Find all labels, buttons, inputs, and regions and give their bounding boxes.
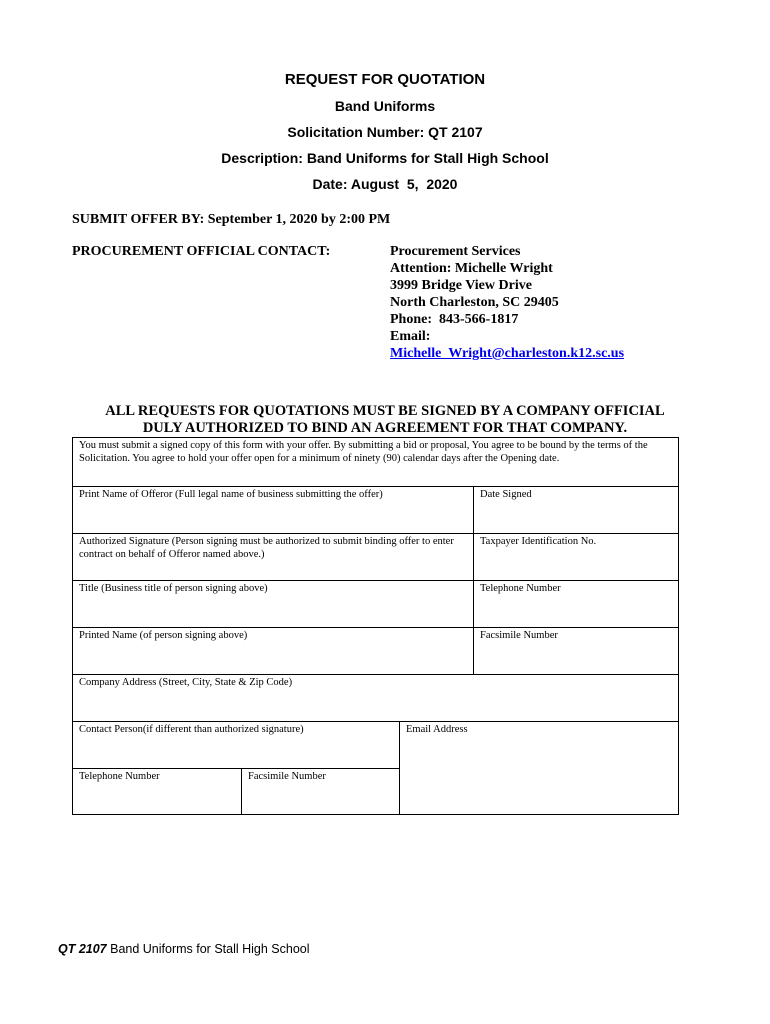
facsimile-number-2-field[interactable]: Facsimile Number (241, 768, 399, 814)
printed-name-field[interactable]: Printed Name (of person signing above) (73, 627, 473, 674)
footer-code: QT 2107 (58, 942, 107, 956)
title-field[interactable]: Title (Business title of person signing above) (73, 580, 473, 627)
contact-email-link[interactable]: Michelle_Wright@charleston.k12.sc.us (390, 346, 625, 361)
footer-text: Band Uniforms for Stall High School (106, 942, 310, 956)
contact-line: Email: (390, 329, 431, 344)
contact-line: Phone: 843-566-1817 (390, 312, 519, 327)
authorized-signature-field[interactable]: Authorized Signature (Person signing must be authorized to submit binding offer to enter contract on behalf of Offeror named above.) (73, 533, 473, 580)
submit-offer-by: SUBMIT OFFER BY: September 1, 2020 by 2:00 PM (72, 212, 391, 227)
form-intro: You must submit a signed copy of this form with your offer. By submitting a bid or proposal, You agree to be bound by the terms of the Solicitation. You agree to hold your offer open for a minimum of ninety (90) calendar days after the Opening date. (79, 440, 648, 464)
signature-form (72, 437, 679, 815)
contact-line: 3999 Bridge View Drive (390, 278, 532, 293)
contact-label: PROCUREMENT OFFICIAL CONTACT: (72, 244, 331, 259)
contact-line: North Charleston, SC 29405 (390, 295, 559, 310)
page-footer (58, 942, 310, 956)
telephone-number-field[interactable]: Telephone Number (473, 580, 678, 627)
solicitation-number: Solicitation Number: QT 2107 (287, 124, 483, 140)
email-address-field[interactable]: Email Address (399, 721, 678, 815)
contact-line: Attention: Michelle Wright (390, 261, 553, 276)
contact-person-field[interactable]: Contact Person(if different than authorized signature) (73, 721, 399, 768)
contact-line: Procurement Services (390, 244, 521, 259)
notice-line-2: DULY AUTHORIZED TO BIND AN AGREEMENT FOR THAT COMPANY. (142, 420, 628, 436)
taxpayer-id-field[interactable]: Taxpayer Identification No. (473, 533, 678, 580)
telephone-number-2-field[interactable]: Telephone Number (73, 768, 241, 814)
print-name-offeror-field[interactable]: Print Name of Offeror (Full legal name of business submitting the offer) (73, 486, 473, 533)
notice-line-1: ALL REQUESTS FOR QUOTATIONS MUST BE SIGNED BY A COMPANY OFFICIAL (105, 403, 665, 419)
document-date: Date: August 5, 2020 (312, 176, 458, 192)
facsimile-number-field[interactable]: Facsimile Number (473, 627, 678, 674)
document-title: REQUEST FOR QUOTATION (284, 71, 486, 88)
document-subtitle: Band Uniforms (334, 98, 436, 114)
contact-block (390, 243, 624, 362)
date-signed-field[interactable]: Date Signed (473, 486, 678, 533)
company-address-field[interactable]: Company Address (Street, City, State & Zip Code) (73, 674, 678, 721)
description: Description: Band Uniforms for Stall High School (221, 150, 549, 166)
